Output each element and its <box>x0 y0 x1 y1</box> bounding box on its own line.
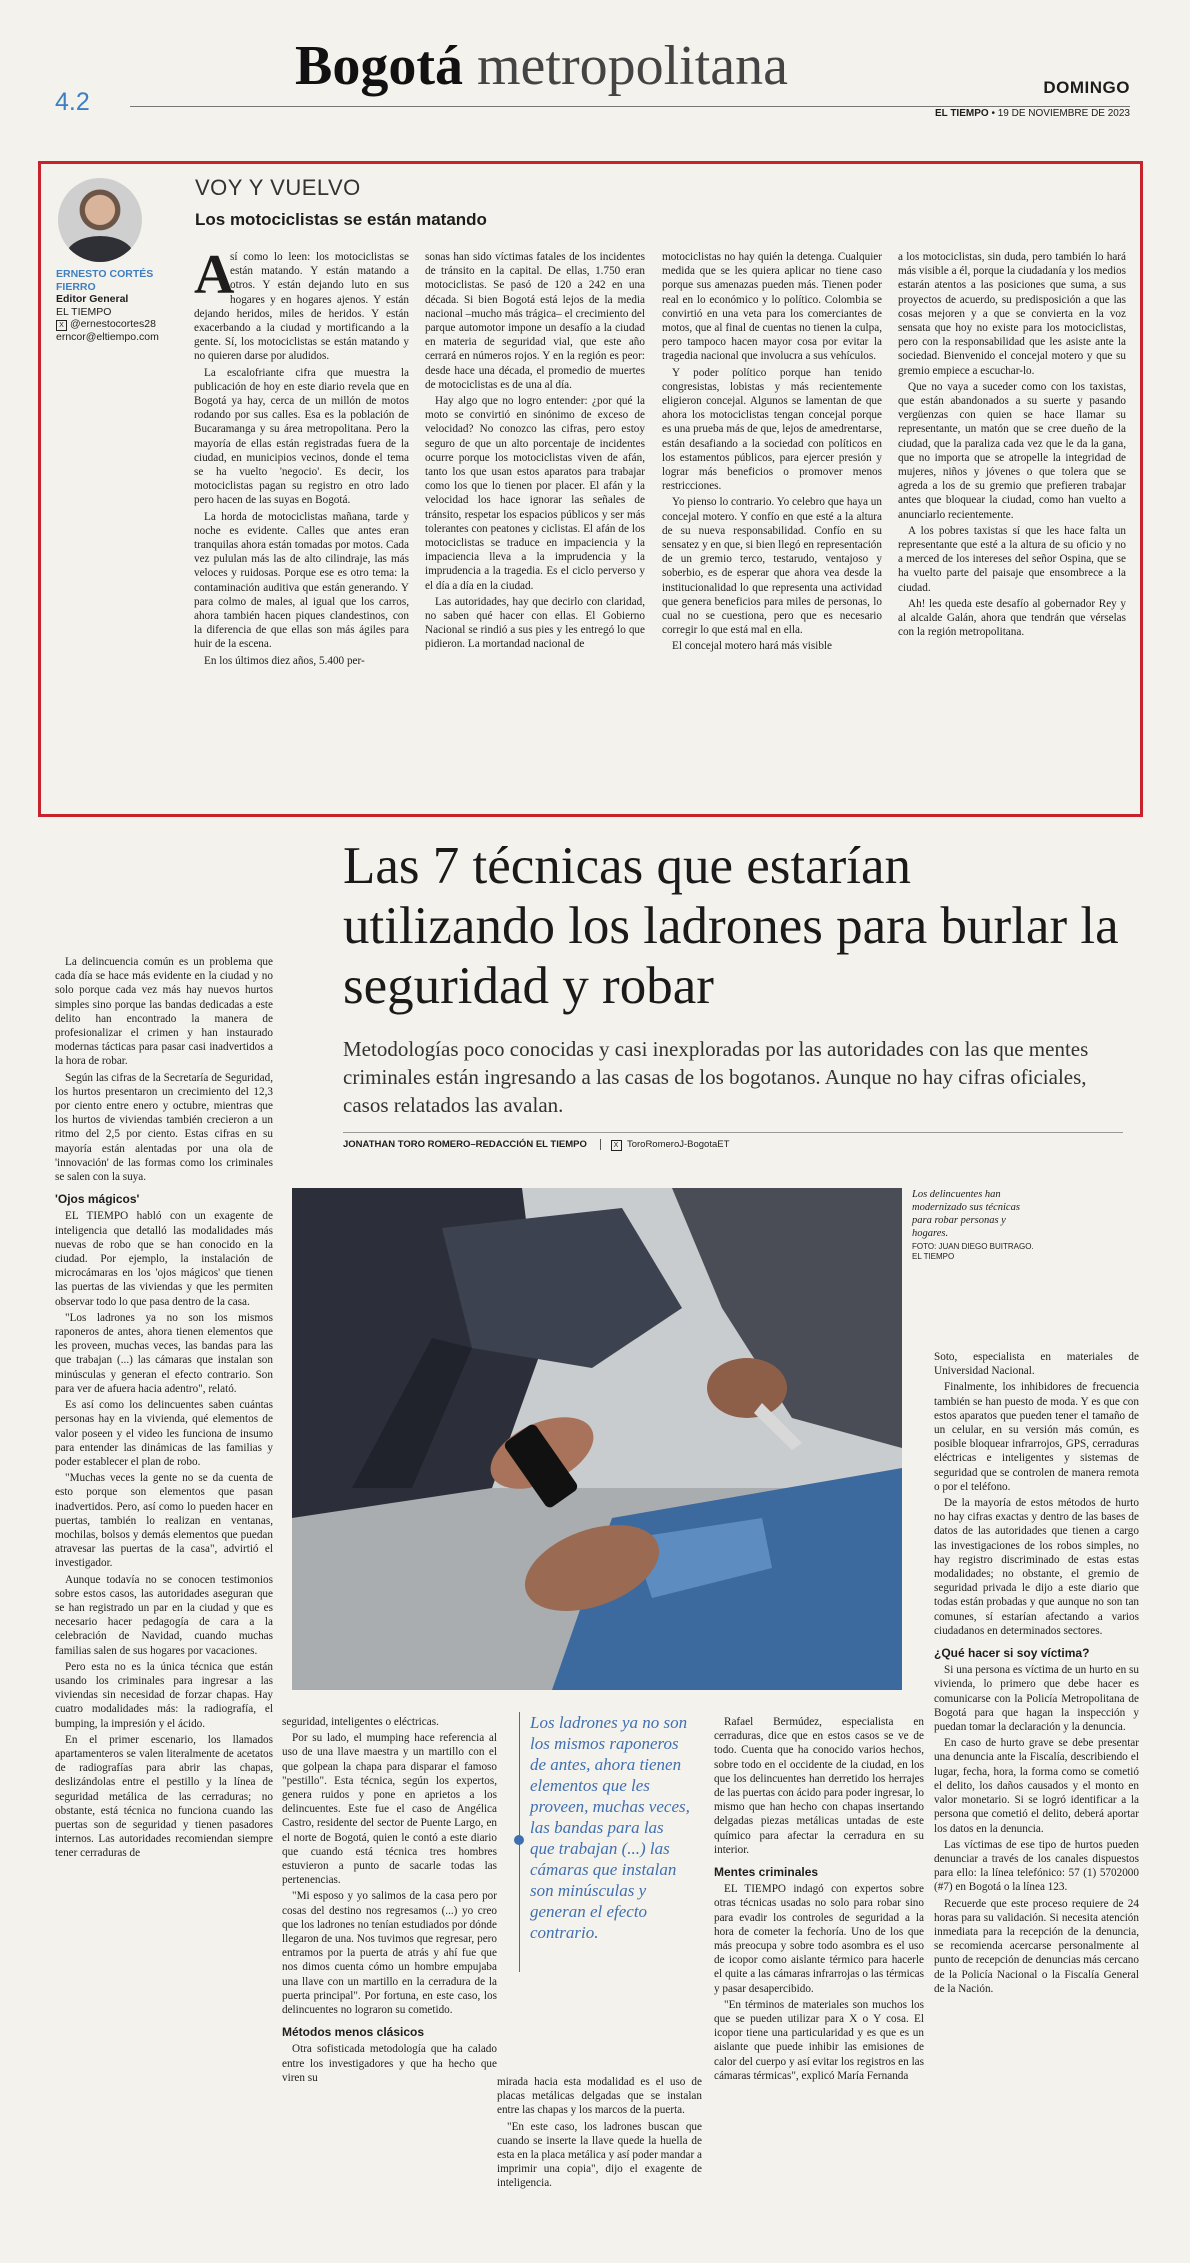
article-paragraph: Aunque todavía no se conocen testimonios sobre estos casos, las autoridades aseguran que se han registrado un par en la ciudad y que es necesario hacer pedagogía de cara a la celebración de Navidad, cuando muchas familias salen de sus hogares por vacaciones. <box>55 1573 273 1657</box>
edition-date <box>935 108 1130 119</box>
article-paragraph: "En términos de materiales son muchos los que se pueden utilizar para X o Y cosa. El icopor tiene una particularidad y es que es un aislante que puede inhibir las emisiones de calor del cuerpo y así evitar los registros en las cámaras térmicas", explicó María Fernanda <box>714 1998 924 2082</box>
subhead-magic-eyes: 'Ojos mágicos' <box>55 1192 140 1207</box>
article-paragraph: mirada hacia esta modalidad es el uso de placas metálicas delgadas que se instalan entre las chapas y los marcos de la puerta. <box>497 2076 702 2117</box>
subhead-less-classic: Métodos menos clásicos <box>282 2025 425 2040</box>
date-text: • 19 DE NOVIEMBRE DE 2023 <box>991 108 1130 119</box>
column-paragraph: motociclistas no hay quién la detenga. Cualquier medida que se les quiera aplicar no tiene caso porque sus amenazas pueden más. Tienen poder real en lo económico y lo político. Colombia se convirtió en una veta para los comerciantes de motos, que al final de cuentas no tienen la culpa, pero tampoco hacen mayor cosa por evitar la tragedia nacional que involucra a sus vehículos. <box>662 251 882 363</box>
photo-credit: FOTO: JUAN DIEGO BUITRAGO. EL TIEMPO <box>912 1242 1034 1261</box>
article-paragraph: Según las cifras de la Secretaría de Seguridad, los hurtos presentaron un crecimiento del 12,3 por ciento entre enero y octubre, mientras que los hurtos de viviendas también crecieron a un ritmo del 2,5 por ciento. Estas cifras en su mayoría están alentadas por una ola de 'innovación' de las formas como los criminales se salen con la suya. <box>55 1071 273 1184</box>
article-paragraph: Las víctimas de ese tipo de hurtos pueden denunciar a través de los canales dispuestos para ello: la línea telefónico: 57 (1) 5702000 (#7) en Bogotá o la línea 123. <box>934 1838 1139 1894</box>
author-handle: @ernestocortes28 <box>70 318 156 330</box>
article-paragraph: De la mayoría de estos métodos de hurto no hay cifras exactas y dentro de las bases de datos de las autoridades que tienen a cargo las investigaciones de los robos simples, no hay registro discriminado de estas estas modalidades; no obstante, el gremio de seguridad privada le dijo a este diario que todas están probadas y que aunque no son tan comunes, sí estarían afectando a varios ciudadanos en determinados sectores. <box>934 1497 1139 1637</box>
byline-handle[interactable]: ToroRomeroJ-BogotaET <box>626 1139 730 1150</box>
photo-caption-text: Los delincuentes han modernizado sus técnicas para robar personas y hogares. <box>912 1189 1020 1239</box>
article-col-1 <box>55 955 273 2235</box>
article-paragraph: Si una persona es víctima de un hurto en su vivienda, lo primero que debe hacer es comunicarse con la Policía Metropolitana de Bogotá para que hagan la inspección y puedan tomar la declaración y la denuncia. <box>934 1664 1139 1734</box>
column-body-4 <box>898 250 1126 800</box>
article-deck: Metodologías poco conocidas y casi inexploradas por las autoridades con las que mentes criminales están ingresando a las casas de los bogotanos. Aunque no hay cifras oficiales, casos relatados las avalan. <box>343 1037 1089 1117</box>
column-paragraph: Yo pienso lo contrario. Yo celebro que haya un concejal motero. Y confío en que esté a la altura de su nueva responsabilidad. Confío en su sensatez y en que, si bien llegó en representación de un gremio terco, testarudo, ventajoso y soberbio, es de esperar que ahora vea desde la institucionalidad lo que representa una actividad que genera beneficios para miles de personas, lo cual no se cuestiona, pero que es necesario corregir lo que está mal en ella. <box>662 496 882 637</box>
author-avatar <box>58 178 142 262</box>
column-paragraph: Hay algo que no logro entender: ¿por qué la moto se convirtió en sinónimo de exceso de velocidad? No conozco las cifras, pero estoy seguro de que un alto porcentaje de incidentes ocurre porque los motociclistas viven de afán, tanto los que usan estos aparatos para trabajar como los que lo tienen por placer. El afán y la velocidad los hace ignorar las señales de tránsito, respetar los espacios públicos y ser más tolerantes con peatones y ciclistas. El afán de los motociclistas se traduce en impaciencia y la impaciencia lleva a la imprudencia y la imprudencia a la tragedia. Es el ciclo perverso y el día a día en la ciudad. <box>425 395 645 592</box>
column-paragraph: Y poder político porque han tenido congresistas, lobistas y más recientemente eligieron concejal. Algunos se lamentan de que ahora los motociclistas tengan concejal porque es una prueba más de que, lejos de amedrentarse, están desafiando a la sociedad con políticos en los estamentos públicos, para ejercer presión y lograr más beneficios o promover menos restricciones. <box>662 366 882 493</box>
column-headline: Los motociclistas se están matando <box>195 210 487 229</box>
article-paragraph: seguridad, inteligentes o eléctricas. <box>282 1716 439 1728</box>
hand-knife <box>707 1358 787 1418</box>
article-paragraph: "Los ladrones ya no son los mismos raponeros de antes, ahora tienen elementos que les proveen, muchas veces, las bandas para las que trabajan (...) las cámaras que instalan son minúsculas y generan el efecto contrario. Son para ver de afuera hacia adentro", relató. <box>55 1311 273 1395</box>
avatar-shoulders <box>66 236 134 262</box>
author-org: EL TIEMPO <box>56 305 112 318</box>
section-title-light: metropolitana <box>477 35 789 97</box>
column-paragraph: Las autoridades, hay que decirlo con claridad, no saben qué hacer con ellas. El Gobierno Nacional se rindió a sus pies y les entregó lo que pidieron. La mortandad nacional de <box>425 595 645 651</box>
pull-quote-dot <box>514 1835 524 1845</box>
article-col-5 <box>934 1350 1139 2240</box>
column-paragraph: El concejal motero hará más visible <box>672 640 832 653</box>
article-paragraph: EL TIEMPO indagó con expertos sobre otras técnicas usadas no solo para robar sino para evadir los controles de seguridad a la hora de cometer la fechoría. Uno de los que más preocupa y sobre todo asombra es el uso de icopor como aislante térmico para hacerle el quite a las cámaras infrarrojas o las térmicas y pasar desapercibido. <box>714 1883 924 1995</box>
x-icon: X <box>56 320 67 331</box>
page-header <box>0 0 1190 125</box>
article-paragraph: "Mi esposo y yo salimos de la casa pero por cosas del destino nos regresamos (...) yo creo que los ladrones no tenían estudiados por dónde llegaron de una. Nos tuvimos que regresar, pero entramos por la puerta de atrás y ahí fue que nos dimos cuenta cómo un hombre empujaba una llave con un martillo en la cerradura de la puerta principal". Por fortuna, en este caso, los delincuentes no lograron su cometido. <box>282 1890 497 2017</box>
paper-name: EL TIEMPO <box>934 108 989 119</box>
column-body-1 <box>194 250 409 800</box>
article-paragraph: Por su lado, el mumping hace referencia al uso de una llave maestra y un martillo con el que golpean la chapa para disparar el famoso "pestillo". Esta técnica, según los expertos, genera ruidos y pone en aprietos a los delincuentes. Este fue el caso de Angélica Castro, residente del sector de Puente Largo, en el norte de Bogotá, quien le contó a este diario que cuando está técnica tres hombres estuvieron a punto de sacarle todas las pertenencias. <box>282 1732 497 1887</box>
article-col-3 <box>497 2075 702 2240</box>
article-headline: Las 7 técnicas que estarían utilizando los ladrones para burlar la seguridad y robar <box>343 837 1119 1015</box>
photo-illustration <box>292 1188 902 1690</box>
column-paragraph: A los pobres taxistas sí que les hace falta un representante que esté a la altura de su oficio y no a merced de los intereses del señor Ospina, que se ha vuelto parte del paisaje que ensombrece a la ciudad. <box>898 524 1126 594</box>
column-paragraph: La escalofriante cifra que muestra la publicación de hoy en este diario revela que en Bogotá ya hay, cerca de un millón de motos rodando por sus calles. Esa es la población de Bucaramanga y su área metropolitana. Pero la mayoría de ellas están registradas fuera de la ciudad, en municipios vecinos, donde el tema se ha vuelto 'negocio'. Es decir, los motociclistas pagan su registro en otro lado pero hacen de las suyas en Bogotá. <box>194 366 409 507</box>
article-paragraph: Soto, especialista en materiales de Universidad Nacional. <box>934 1351 1139 1378</box>
author-role: Editor General <box>56 293 129 305</box>
article-paragraph: Pero esta no es la única técnica que están usando los criminales para ingresar a las viviendas sin necesidad de forzar chapas. Hay cuatro modalidades más: la radiografía, el bumping, la impresión y el ácido. <box>55 1660 273 1730</box>
byline-sep <box>600 1139 601 1150</box>
byline-rule <box>343 1132 1123 1133</box>
article-paragraph: Rafael Bermúdez, especialista en cerraduras, dice que en estos casos se ve de todo. Cuenta que ha conocido varios hechos, sobre todo en el occidente de la ciudad, en los que los delincuentes han derretido los herrajes de las puertas con ácido para poder ingresar, lo mismo que han hecho con chapas insertando delgadas piezas metálicas untadas de este químico para afectar la cerradura en su interior. <box>714 1716 924 1856</box>
article-paragraph: Finalmente, los inhibidores de frecuencia también se han puesto de moda. Y es que con estos aparatos que pueden tener el tamaño de un celular, en su versión más común, es posible bloquear infrarrojos, GPS, cerraduras eléctricas e inteligentes y sistemas de seguridad que se controlen de manera remota o por el teléfono. <box>934 1381 1139 1493</box>
pull-quote: Los ladrones ya no son los mismos raponeros de antes, ahora tienen elementos que les proveen, muchas veces, las bandas para las que trabajan (...) las cámaras que instalan son minúsculas y generan el efecto contrario. <box>530 1713 690 1942</box>
article-paragraph: En caso de hurto grave se debe presentar una denuncia ante la Fiscalía, describiendo el lugar, fecha, hora, la forma como se cometió el delito, los daños causados y el monto en valor monetario. Si se logró identificar a la persona que cometió el delito, deberá aportar los datos en la denuncia. <box>934 1737 1139 1835</box>
photo-caption <box>912 1188 1042 1262</box>
author-block <box>56 268 176 344</box>
article-col-2 <box>282 1715 497 2240</box>
article-photo <box>292 1188 902 1690</box>
column-body-2 <box>425 250 645 800</box>
article-paragraph: "En este caso, los ladrones buscan que cuando se inserte la llave quede la huella de esta en la placa metálica y así poder mandar a imprimir una copia", dijo el exagente de inteligencia. <box>497 2120 702 2190</box>
x-icon: X <box>611 1140 622 1151</box>
page-number: 4.2 <box>55 88 90 116</box>
column-paragraph: sonas han sido víctimas fatales de los incidentes de tránsito en la capital. De ellas, 1.750 eran motociclistas. Se pasó de 120 a 242 en una década. Si bien Bogotá está lejos de la media nacional –mucho más trágica– el crecimiento del parque automotor impone un desafío a la ciudad en materia de seguridad vial, que este año cerrará en números rojos. Y en la región es peor: desde hace una década, el promedio de muertes de motociclistas es de una al día. <box>425 251 645 391</box>
column-paragraph: La horda de motociclistas mañana, tarde y noche es evidente. Calles que antes eran tranquilas ahora están tomadas por motos. Cada vez pululan más las de alto cilindraje, las más veloces y ruidosas. Porque ese es otro tema: la contaminación auditiva que están generando. Y para colmo de males, al igual que los carros, ahora también hacen piques clandestinos, con la diferencia de que ellas son más ágiles para huir de la escena. <box>194 510 409 651</box>
article-col-4 <box>714 1715 924 2240</box>
subhead-criminal-minds: Mentes criminales <box>714 1865 819 1880</box>
subhead-what-to-do: ¿Qué hacer si soy víctima? <box>934 1646 1090 1661</box>
section-title <box>295 36 788 96</box>
section-title-bold: Bogotá <box>295 35 463 97</box>
column-paragraph: Ah! les queda este desafío al gobernador Rey y al alcalde Galán, ahora que tendrán que vérselas con la región metropolitana. <box>898 597 1126 639</box>
author-handle-row[interactable] <box>56 318 176 331</box>
byline <box>343 1139 729 1151</box>
column-paragraph: sí como lo leen: los motociclistas se están matando. Y están matando a otros. Y están dejando luto en sus hogares y en hogares ajenos. Y están dejando heridos, miles de heridos. Y están exacerbando a la ciudad y mortificando a la gente. Sí, los motociclistas se están matando y no quieren darse por aludidos. <box>194 251 409 363</box>
header-rule <box>130 106 1130 107</box>
author-email[interactable]: erncor@eltiempo.com <box>56 331 159 343</box>
author-name: ERNESTO CORTÉS FIERRO <box>56 268 154 293</box>
article-paragraph: "Muchas veces la gente no se da cuenta de esto porque son elementos que pasan inadvertidos. Pero, así como lo pueden hacer en puertas, también lo realizan en ventanas, mochilas, bolsos y demás elementos que puedan atravesar las puertas de la casa", advirtió el investigador. <box>55 1472 273 1570</box>
byline-author: JONATHAN TORO ROMERO–REDACCIÓN EL TIEMPO <box>343 1139 587 1150</box>
article-paragraph: Otra sofisticada metodología que ha calado entre los investigadores y que ha hecho que viren su <box>282 2043 497 2084</box>
column-paragraph: a los motociclistas, sin duda, pero también lo hará más visible a él, porque la ciudadanía y los medios estarán atentos a las posiciones que suma, a sus proyectos de acuerdo, su predisposición a que las cosas mejoren y a que se convierta en la voz sensata que hoy no existe para los motociclistas, pero con la responsabilidad que les asiste ante la sociedad. Bienvenido el concejal motero y que su gremio empiece a escuchar-lo. <box>898 251 1126 377</box>
column-section-label: VOY Y VUELVO <box>195 175 361 200</box>
article-paragraph: EL TIEMPO habló con un exagente de inteligencia que detalló las modalidades más nuevas de robo que se han conocido en la ciudad. Por ejemplo, la instalación de microcámaras en los 'ojos mágicos' que tienen las puertas de las viviendas y que les permiten observar todo lo que pasa dentro de la casa. <box>55 1210 273 1308</box>
column-paragraph: En los últimos diez años, 5.400 per- <box>204 654 365 667</box>
edition-day: DOMINGO <box>1043 78 1130 97</box>
drop-cap: A <box>194 244 235 306</box>
article-paragraph: En el primer escenario, los llamados apartamenteros se valen literalmente de acetatos de radiografías para abrir las chapas, deslizándolas entre el pestillo y la línea de seguridad metálica de las cerraduras; no obstante, está técnica no funciona cuando las puertas son de seguridad y tienen pasadores internos. Las autoridades recomiendan siempre tener cerraduras de <box>55 1733 273 1860</box>
column-paragraph: Que no vaya a suceder como con los taxistas, que están abandonados a su suerte y pasando vergüenzas con quien se hace llamar su representante, un matón que se cree dueño de la ciudad, que la paraliza cada vez que le da la gana, que no importa que se atropelle la integridad de mujeres, niños y jóvenes o que tolera que se agreda a los de su gremio que prefieren trabajar antes que bloquear la ciudad, como han vuelto a anunciarlo recientemente. <box>898 380 1126 521</box>
column-body-3 <box>662 250 882 800</box>
drop-cap-space <box>194 250 230 304</box>
article-paragraph: La delincuencia común es un problema que cada día se hace más evidente en la ciudad y no solo porque cada vez más hay nuevos hurtos simples sino porque las bandas dedicadas a este delito han encontrado la manera de profesionalizar el crimen y han instaurado modernas tácticas para pasar casi inadvertidos a la hora de robar. <box>55 956 273 1068</box>
article-paragraph: Recuerde que este proceso requiere de 24 horas para su validación. Si necesita atención inmediata para la recepción de la denuncia, se recomienda acercarse personalmente al punto de recepción de denuncias más cercano de la Policía Nacional o la Fiscalía General de la Nación. <box>934 1897 1139 1995</box>
article-paragraph: Es así como los delincuentes saben cuántas personas hay en la vivienda, qué elementos de valor poseen y el video les funciona de insumo para entender las dinámicas de las familias y poder establecer el plan de robo. <box>55 1399 273 1468</box>
